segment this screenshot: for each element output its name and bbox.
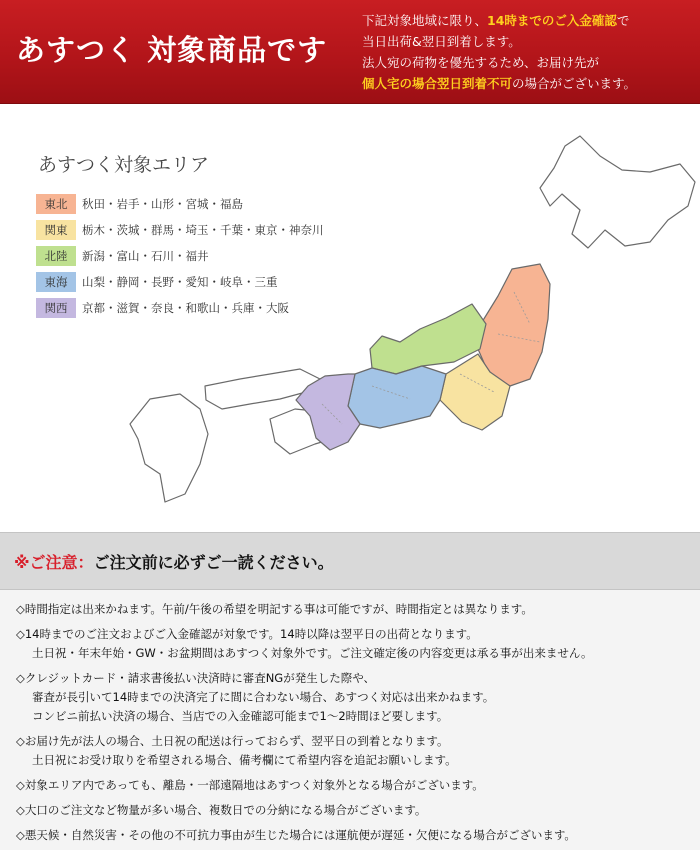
notice-line-1 xyxy=(362,10,698,31)
notice-text: の場合がございます。 xyxy=(512,76,637,91)
note-line: ◇14時までのご注文およびご入金確認が対象です。14時以降は翌平日の出荷となります。 xyxy=(16,627,478,641)
note-line: ◇クレジットカード・請求書後払い決済時に審査NGが発生した際や、 xyxy=(16,671,375,685)
note-line: ◇時間指定は出来かねます。午前/午後の希望を明記する事は可能ですが、時間指定とは異なります。 xyxy=(16,602,533,616)
legend-row-kansai xyxy=(36,296,324,320)
note-line: 土日祝にお受け取りを希望される場合、備考欄にて希望内容を追記お願いします。 xyxy=(32,753,457,767)
delivery-area-section xyxy=(0,104,700,532)
notice-highlight: 個人宅の場合翌日到着不可 xyxy=(362,76,513,91)
region-badge: 関東 xyxy=(36,220,76,240)
note-item xyxy=(16,732,700,770)
notice-highlight: 14時までのご入金確認 xyxy=(487,13,617,28)
note-item xyxy=(16,669,700,726)
legend-row-tohoku xyxy=(36,192,324,216)
legend-row-tokai xyxy=(36,270,324,294)
region-prefectures: 栃木・茨城・群馬・埼玉・千葉・東京・神奈川 xyxy=(82,223,324,237)
note-item xyxy=(16,801,700,820)
region-prefectures: 秋田・岩手・山形・宮城・福島 xyxy=(82,197,243,211)
legend-row-kanto xyxy=(36,218,324,242)
area-title: あすつく対象エリア xyxy=(38,154,210,176)
note-item xyxy=(16,776,700,795)
legend-row-hokuriku xyxy=(36,244,324,268)
notice-text: 下記対象地域に限り、 xyxy=(362,13,488,28)
map-tohoku xyxy=(478,264,550,386)
header-notice xyxy=(362,10,698,94)
region-legend xyxy=(36,192,324,322)
note-line: ◇悪天候・自然災害・その他の不可抗力事由が生じた場合には運航便が遅延・欠便になる場合がございます。 xyxy=(16,828,576,842)
header-banner xyxy=(0,0,700,104)
note-item xyxy=(16,826,700,845)
caution-mark: ※ご注意： xyxy=(14,552,94,572)
note-line: ◇対象エリア内であっても、離島・一部遠隔地はあすつく対象外となる場合がございます。 xyxy=(16,778,484,792)
region-badge: 北陸 xyxy=(36,246,76,266)
region-badge: 東北 xyxy=(36,194,76,214)
notice-line-4 xyxy=(362,73,698,94)
map-hokkaido xyxy=(540,136,695,248)
note-item xyxy=(16,625,700,663)
caution-bar xyxy=(0,532,700,590)
notes-list xyxy=(0,590,700,850)
region-badge: 東海 xyxy=(36,272,76,292)
note-line: ◇お届け先が法人の場合、土日祝の配送は行っておらず、翌平日の到着となります。 xyxy=(16,734,449,748)
region-prefectures: 山梨・静岡・長野・愛知・岐阜・三重 xyxy=(82,275,278,289)
notice-text: で xyxy=(616,13,630,28)
region-badge: 関西 xyxy=(36,298,76,318)
japan-map xyxy=(110,124,700,524)
note-item xyxy=(16,600,700,619)
map-tokai xyxy=(348,366,446,428)
note-line: ◇大口のご注文など物量が多い場合、複数日での分納になる場合がございます。 xyxy=(16,803,427,817)
note-line: 土日祝・年末年始・GW・お盆期間はあすつく対象外です。ご注文確定後の内容変更は承る事が出来ません。 xyxy=(32,646,593,660)
map-kyushu xyxy=(130,394,208,502)
region-prefectures: 新潟・富山・石川・福井 xyxy=(82,249,209,263)
header-title: あすつく 対象商品です xyxy=(16,33,328,67)
caution-text: ご注文前に必ずご一読ください。 xyxy=(93,552,334,572)
note-line: 審査が長引いて14時までの決済完了に間に合わない場合、あすつく対応は出来かねます。 xyxy=(32,690,495,704)
notice-line-3: 法人宛の荷物を優先するため、お届け先が xyxy=(362,55,600,70)
note-line: コンビニ前払い決済の場合、当店での入金確認可能まで1～2時間ほど要します。 xyxy=(32,709,449,723)
notice-line-2: 当日出荷&翌日到着します。 xyxy=(362,34,521,49)
region-prefectures: 京都・滋賀・奈良・和歌山・兵庫・大阪 xyxy=(82,301,289,315)
